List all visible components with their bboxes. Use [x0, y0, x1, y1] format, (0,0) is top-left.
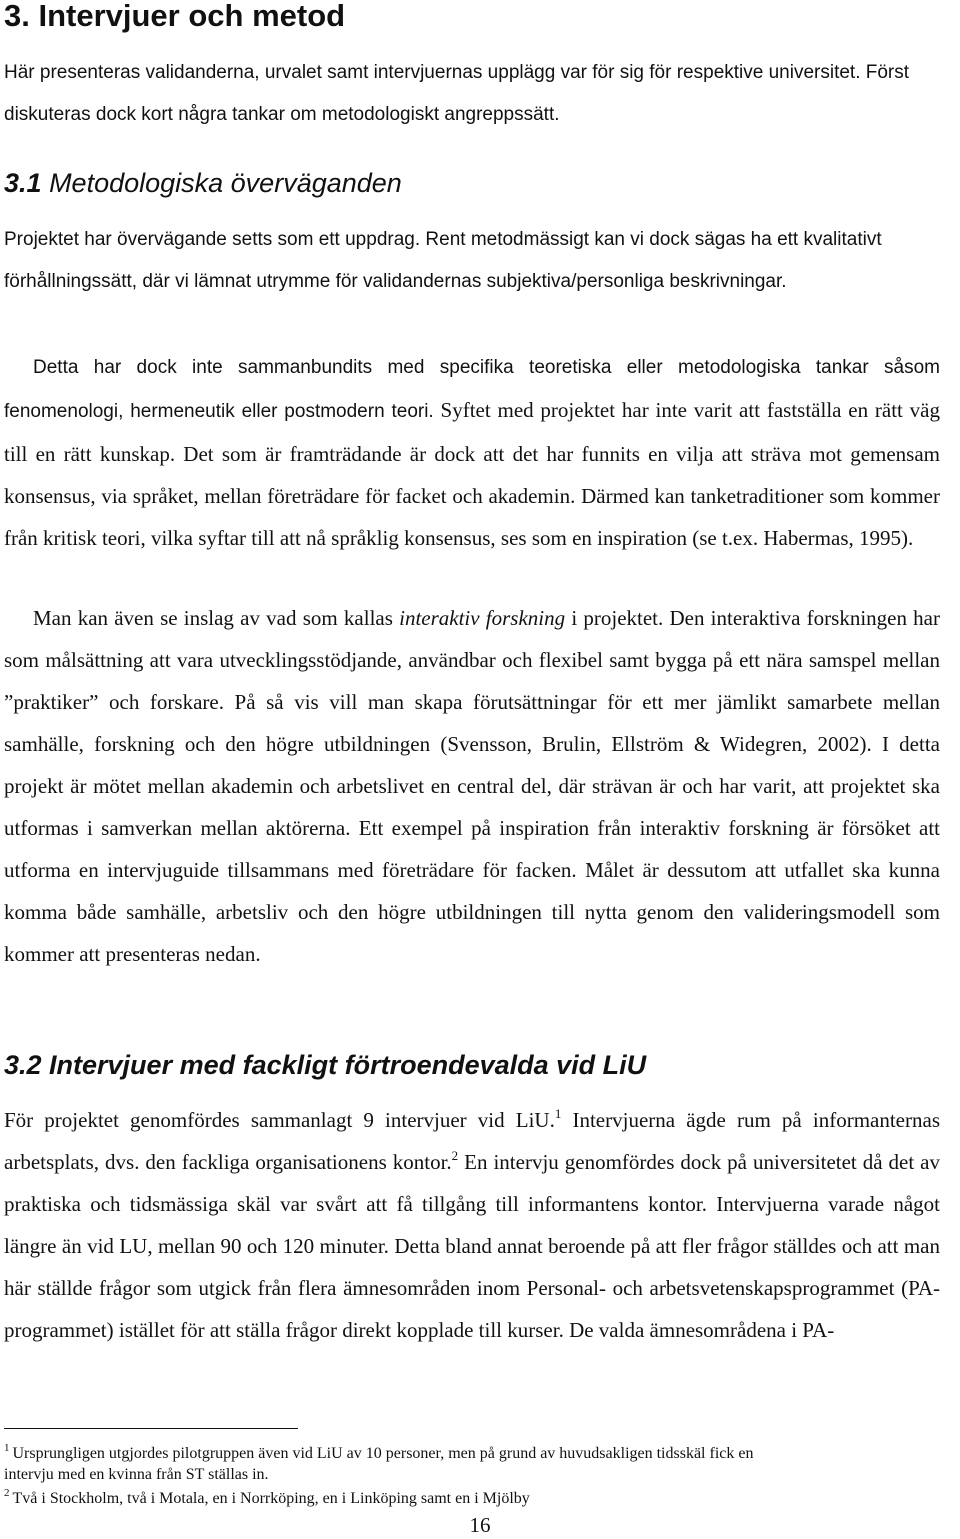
subsection-title: Metodologiska överväganden: [49, 168, 402, 198]
paragraph-detta-sans-part: Detta har dock inte sammanbundits med specifika teoretiska eller metodologiska tankar såsom fenomenologi, hermeneutik eller postmodern teori.: [4, 357, 940, 422]
paragraph-liu-part-c: En intervju genomfördes dock på universitetet då det av praktiska och tidsmässiga skäl var svårt att få tillgång till informantens kontor. Intervjuerna varade något längre än vid LU, mellan 90 och 120 minuter. Detta bland annat beroende på att fler frågor ställdes och att man här ställde frågor som utgick från flera ämnesområden inom Personal- och arbetsvetenskapsprogrammet (PA-programmet) istället för att ställa frågor direkt kopplade till kurser. De valda ämnesområdena i PA-: [4, 1150, 940, 1342]
paragraph-projektet: Projektet har övervägande setts som ett uppdrag. Rent metodmässigt kan vi dock sägas ha ett kvalitativt förhållningssätt, där vi lämnat utrymme för validandernas subjektiva/personliga beskrivningar.: [4, 229, 882, 292]
footnote-ref-1[interactable]: 1: [554, 1106, 562, 1121]
paragraph-interaktiv-rest: i projektet. Den interaktiva forskningen har som målsättning att vara utvecklingsstödjande, användbar och flexibel samt bygga på ett nära samspel mellan ”praktiker” och forskare. På så vis vill man skapa förutsättningar för ett mer jämlikt samarbete mellan samhälle, forskning och den högre utbildningen (Svensson, Brulin, Ellström & Widegren, 2002). I detta projekt är mötet mellan akademin och arbetslivet en central del, där strävan är och har varit, att projektet ska utformas i samverkan mellan aktörerna. Ett exempel på inspiration från interaktiv forskning är försöket att utforma en intervjuguide tillsammans med företrädare för facken. Målet är dessutom att utfallet ska kunna komma både samhälle, arbetsliv och den högre utbildningen till nytta genom den valideringsmodell som kommer att presenteras nedan.: [4, 606, 940, 966]
footnote-ref-2[interactable]: 2: [451, 1148, 459, 1163]
footnote-2: [4, 1488, 530, 1509]
footnote-2-text: Två i Stockholm, två i Motala, en i Norrköping, en i Linköping samt en i Mjölby: [12, 1490, 530, 1507]
page-number: 16: [469, 1513, 491, 1537]
footnote-separator: [4, 1428, 298, 1429]
footnote-2-number: 2: [4, 1487, 10, 1499]
intro-paragraph: Här presenteras validanderna, urvalet samt intervjuernas upplägg var för sig för respektive universitet. Först diskuteras dock kort några tankar om metodologiskt angreppssätt.: [4, 62, 910, 125]
footnote-1-continued: intervju med en kvinna från ST ställas in.: [4, 1466, 269, 1483]
footnote-1-number: 1: [4, 1442, 10, 1454]
emphasis-interaktiv-forskning: interaktiv forskning: [399, 606, 566, 630]
paragraph-interaktiv: [4, 597, 940, 975]
subsection-heading-3-2: 3.2 Intervjuer med fackligt förtroendevalda vid LiU: [4, 1050, 647, 1080]
paragraph-liu-part-b: Intervjuerna ägde rum på informanternas arbetsplats, dvs. den fackliga organisationens kontor.: [4, 1108, 940, 1174]
paragraph-detta: [4, 345, 940, 559]
footnote-1-text: Ursprungligen utgjordes pilotgruppen även vid LiU av 10 personer, men på grund av huvudsakligen tidsskäl fick en: [12, 1445, 754, 1462]
subsection-heading-3-1: [4, 163, 402, 203]
subsection-number: 3.1: [4, 168, 42, 198]
footnote-1: [4, 1443, 753, 1464]
paragraph-interaktiv-start: Man kan även se inslag av vad som kallas: [33, 606, 400, 630]
paragraph-liu-part-a: För projektet genomfördes sammanlagt 9 intervjuer vid LiU.: [4, 1108, 555, 1132]
paragraph-detta-serif-part: Syftet med projektet har inte varit att fastställa en rätt väg till en rätt kunskap. Det som är framträdande är dock att det har funnits en vilja att sträva mot gemensam konsensus, via språket, mellan företrädare för facket och akademin. Därmed kan tanketraditioner som kommer från kritisk teori, vilka syftar till att nå språklig konsensus, ses som en inspiration (se t.ex. Habermas, 1995).: [4, 398, 941, 550]
paragraph-intervjuer-liu: [4, 1099, 940, 1351]
section-heading: 3. Intervjuer och metod: [4, 0, 346, 33]
